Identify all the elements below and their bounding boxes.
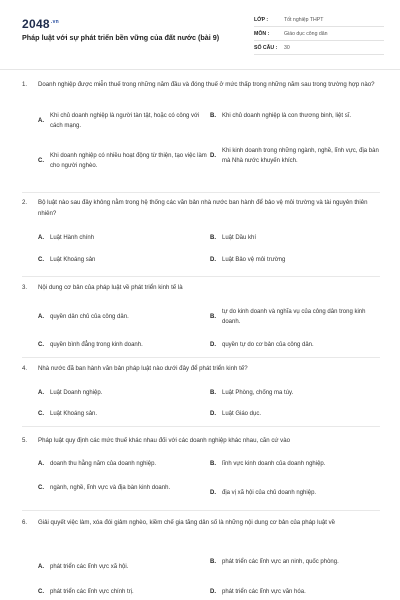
question-text: Nhà nước đã ban hành văn bản pháp luật nào dưới đây để phát triển kinh tế?	[38, 365, 248, 372]
question-number: 2.	[22, 199, 28, 206]
meta-row-class	[254, 14, 384, 27]
question-text: Doanh nghiệp được miễn thuế trong những năm đầu và đóng thuế ở mức thấp trong những năm sau trong trường hợp nào?	[38, 81, 375, 88]
option-d[interactable]: D. Khi kinh doanh trong những ngành, nghề, lĩnh vực, địa bàn mà Nhà nước khuyến khích.	[210, 148, 379, 164]
option-c[interactable]: C. quyền bình đẳng trong kinh doanh.	[38, 342, 143, 348]
question-text: Giải quyết việc làm, xóa đói giảm nghèo, kiềm chế gia tăng dân số là những nội dung cơ bản của pháp luật về	[38, 519, 336, 526]
page-title: Pháp luật với sự phát triển bền vững của đất nước (bài 9)	[22, 33, 220, 42]
meta-key: SỐ CÂU :	[254, 45, 278, 51]
meta-row-subject	[254, 28, 384, 41]
question-divider	[22, 276, 380, 277]
option-b[interactable]: B. tự do kinh doanh và nghĩa vụ của công dân trong kinh doanh.	[210, 309, 366, 325]
meta-key: LỚP :	[254, 17, 269, 23]
option-d[interactable]: D. Luật Giáo dục.	[210, 411, 262, 417]
question-number: 4.	[22, 365, 28, 372]
option-b[interactable]: B. Luật Dầu khí	[210, 235, 257, 241]
question-number: 3.	[22, 284, 28, 291]
option-b[interactable]: B. Khi chủ doanh nghiệp là con thương binh, liệt sĩ.	[210, 113, 352, 119]
option-c[interactable]: C. phát triển các lĩnh vực chính trị.	[38, 589, 134, 595]
meta-value: Giáo dục công dân	[284, 31, 328, 37]
option-a[interactable]: A. Khi chủ doanh nghiệp là người tàn tật, hoặc có công với cách mạng.	[38, 113, 200, 129]
site-logo[interactable]	[22, 17, 59, 31]
option-a[interactable]: A. doanh thu hằng năm của doanh nghiệp.	[38, 461, 157, 467]
meta-value: 30	[284, 45, 290, 51]
meta-value: Tốt nghiệp THPT	[284, 17, 324, 23]
question-divider	[22, 510, 380, 511]
option-b[interactable]: B. Luật Phòng, chống ma túy.	[210, 390, 294, 396]
question-number: 5.	[22, 437, 28, 444]
option-d[interactable]: D. quyền tự do cơ bản của công dân.	[210, 342, 314, 348]
option-c[interactable]: C. Khi doanh nghiệp có nhiều hoạt động từ thiện, tạo việc làm cho người nghèo.	[38, 153, 207, 169]
question-divider	[22, 357, 380, 358]
option-c[interactable]: C. ngành, nghề, lĩnh vực và địa bàn kinh doanh.	[38, 485, 171, 491]
option-b[interactable]: B. lĩnh vực kinh doanh của doanh nghiệp.	[210, 461, 326, 467]
question-number: 1.	[22, 81, 28, 88]
meta-info	[254, 14, 384, 56]
question-text: Bộ luật nào sau đây không nằm trong hệ thống các văn bản nhà nước ban hành để bảo vệ môi trường và tài nguyên thiên nhiên?	[38, 199, 368, 217]
page-header	[0, 0, 400, 68]
brand-name: 2048	[22, 17, 50, 31]
question-divider	[22, 192, 380, 193]
header-divider	[0, 69, 400, 70]
option-a[interactable]: A. Luật Doanh nghiệp.	[38, 390, 103, 396]
option-a[interactable]: A. Luật Hành chính	[38, 235, 95, 241]
question-text: Nội dung cơ bản của pháp luật về phát triển kinh tế là	[38, 284, 183, 291]
brand-suffix: .vn	[50, 19, 60, 25]
meta-row-count	[254, 42, 384, 55]
question-divider	[22, 426, 380, 427]
option-d[interactable]: D. phát triển các lĩnh vực văn hóa.	[210, 589, 306, 595]
option-a[interactable]: A. phát triển các lĩnh vực xã hội.	[38, 564, 129, 570]
meta-key: MÔN :	[254, 31, 270, 37]
option-c[interactable]: C. Luật Khoáng sản.	[38, 411, 98, 417]
question-text: Pháp luật quy định các mức thuế khác nhau đối với các doanh nghiệp khác nhau, căn cứ vào	[38, 437, 291, 444]
option-d[interactable]: D. địa vị xã hội của chủ doanh nghiệp.	[210, 490, 317, 496]
option-a[interactable]: A. quyền dân chủ của công dân.	[38, 314, 129, 320]
option-d[interactable]: D. Luật Bảo vệ môi trường	[210, 257, 286, 263]
option-b[interactable]: B. phát triển các lĩnh vực an ninh, quốc phòng.	[210, 559, 339, 565]
option-c[interactable]: C. Luật Khoáng sản	[38, 257, 96, 263]
question-number: 6.	[22, 519, 28, 526]
